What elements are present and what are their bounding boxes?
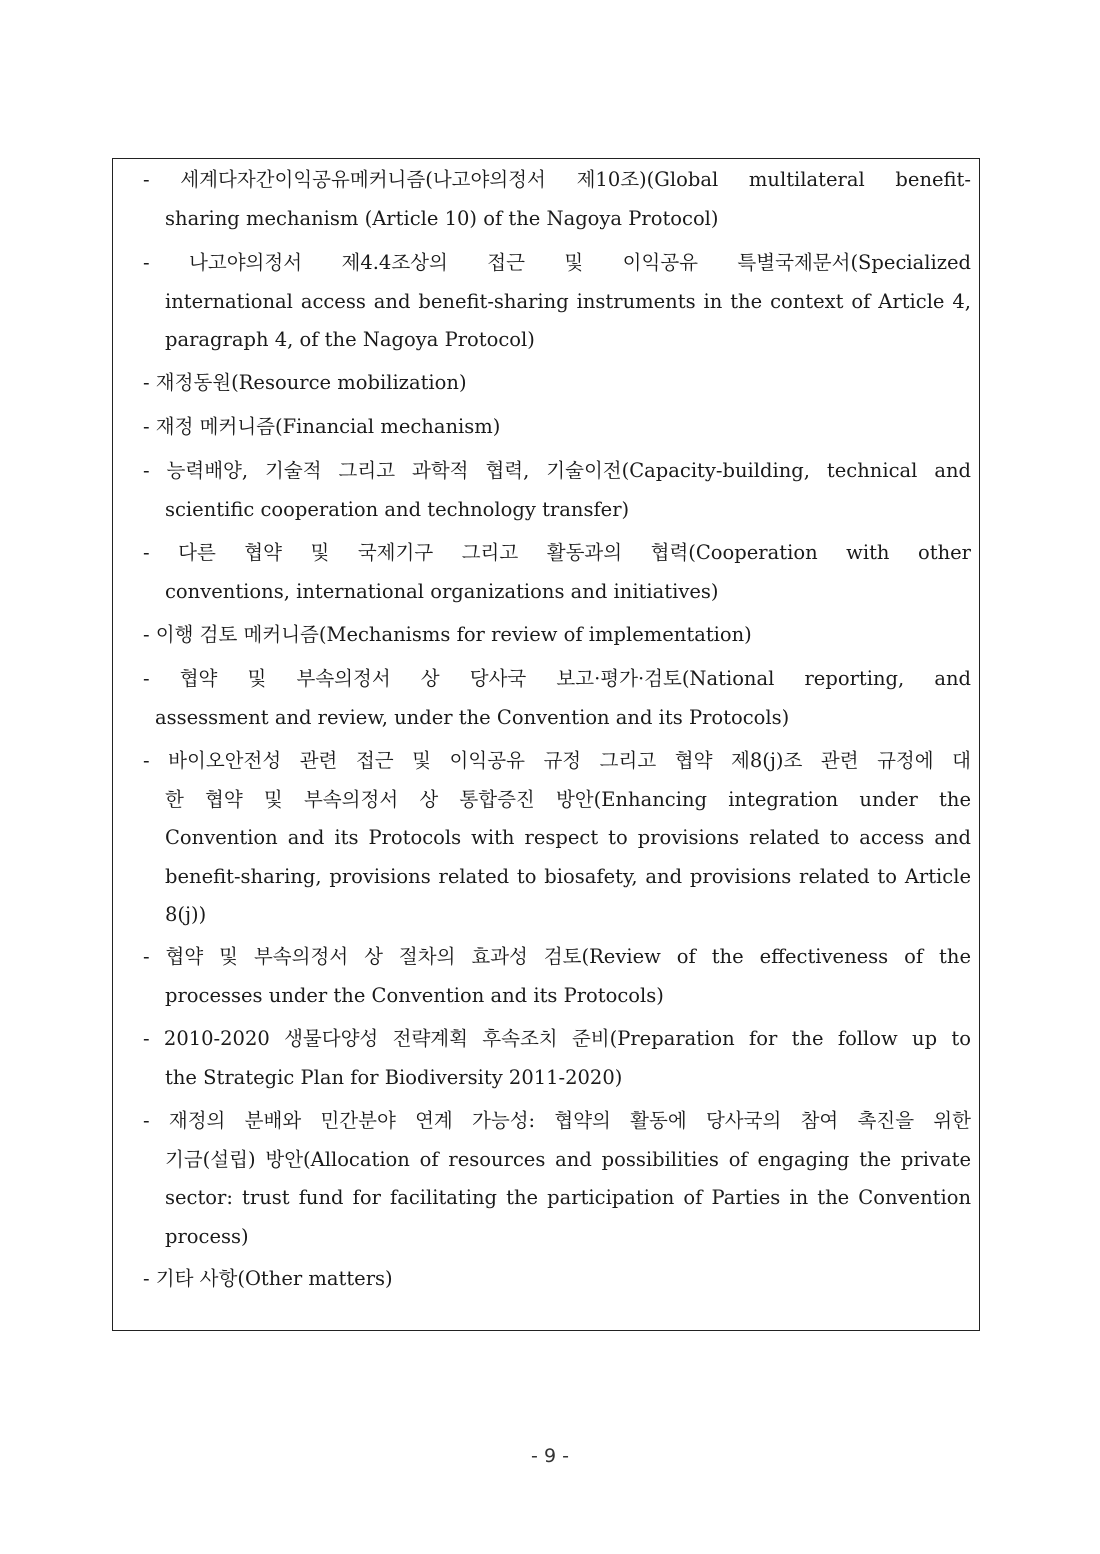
agenda-item-6	[143, 534, 971, 611]
line: - 기타 사항(Other matters)	[143, 1267, 393, 1290]
line: sector: trust fund for facilitating the participation of Parties in the Convention	[165, 1186, 971, 1209]
agenda-item-3	[143, 364, 971, 403]
line: - 재정동원(Resource mobilization)	[143, 371, 467, 394]
line: process)	[165, 1224, 249, 1248]
agenda-item-4	[143, 408, 971, 447]
line: - 세계다자간이익공유메커니즘(나고야의정서 제10조)(Global multilateral benefit-	[143, 168, 971, 191]
line: - 다른 협약 및 국제기구 그리고 활동과의 협력(Cooperation with other	[143, 541, 971, 564]
line: - 능력배양, 기술적 그리고 과학적 협력, 기술이전(Capacity-building, technical and	[143, 459, 971, 482]
agenda-item-2	[143, 244, 971, 360]
agenda-box	[112, 158, 980, 1331]
line: benefit-sharing, provisions related to biosafety, and provisions related to Article	[165, 864, 971, 888]
agenda-item-5	[143, 452, 971, 529]
line: the Strategic Plan for Biodiversity 2011-2020)	[165, 1065, 623, 1089]
agenda-item-7	[143, 616, 971, 655]
line: international access and benefit-sharing instruments in the context of Article 4,	[165, 289, 971, 313]
line: - 협약 및 부속의정서 상 절차의 효과성 검토(Review of the effectiveness of the	[143, 945, 971, 968]
line: - 재정 메커니즘(Financial mechanism)	[143, 415, 501, 438]
line: - 재정의 분배와 민간분야 연계 가능성: 협약의 활동에 당사국의 참여 촉진을 위한	[143, 1109, 971, 1132]
page-number: - 9 -	[531, 1445, 569, 1467]
agenda-item-8	[143, 660, 971, 737]
line: - 협약 및 부속의정서 상 당사국 보고·평가·검토(National reporting, and	[143, 667, 971, 690]
line: - 이행 검토 메커니즘(Mechanisms for review of implementation)	[143, 623, 752, 646]
line: 기금(설립) 방안(Allocation of resources and possibilities of engaging the private	[165, 1147, 971, 1171]
agenda-item-13	[143, 1260, 971, 1299]
line: - 바이오안전성 관련 접근 및 이익공유 규정 그리고 협약 제8(j)조 관련 규정에 대	[143, 749, 971, 772]
agenda-item-1	[143, 161, 971, 238]
agenda-item-9	[143, 742, 971, 935]
line: paragraph 4, of the Nagoya Protocol)	[165, 328, 535, 351]
agenda-item-11	[143, 1020, 971, 1097]
line: - 2010-2020 생물다양성 전략계획 후속조치 준비(Preparation for the follow up to	[143, 1027, 971, 1050]
line: 8(j))	[165, 903, 207, 926]
agenda-item-10	[143, 938, 971, 1015]
line: scientific cooperation and technology transfer)	[165, 497, 630, 521]
line: processes under the Convention and its Protocols)	[165, 983, 664, 1007]
line: conventions, international organizations and initiatives)	[165, 579, 719, 603]
line: assessment and review, under the Convention and its Protocols)	[155, 705, 790, 729]
line: Convention and its Protocols with respect to provisions related to access and	[165, 826, 971, 849]
agenda-item-12	[143, 1102, 971, 1256]
line: - 나고야의정서 제4.4조상의 접근 및 이익공유 특별국제문서(Specialized	[143, 251, 971, 274]
line: 한 협약 및 부속의정서 상 통합증진 방안(Enhancing integration under the	[165, 787, 971, 811]
line: sharing mechanism (Article 10) of the Nagoya Protocol)	[165, 206, 719, 230]
